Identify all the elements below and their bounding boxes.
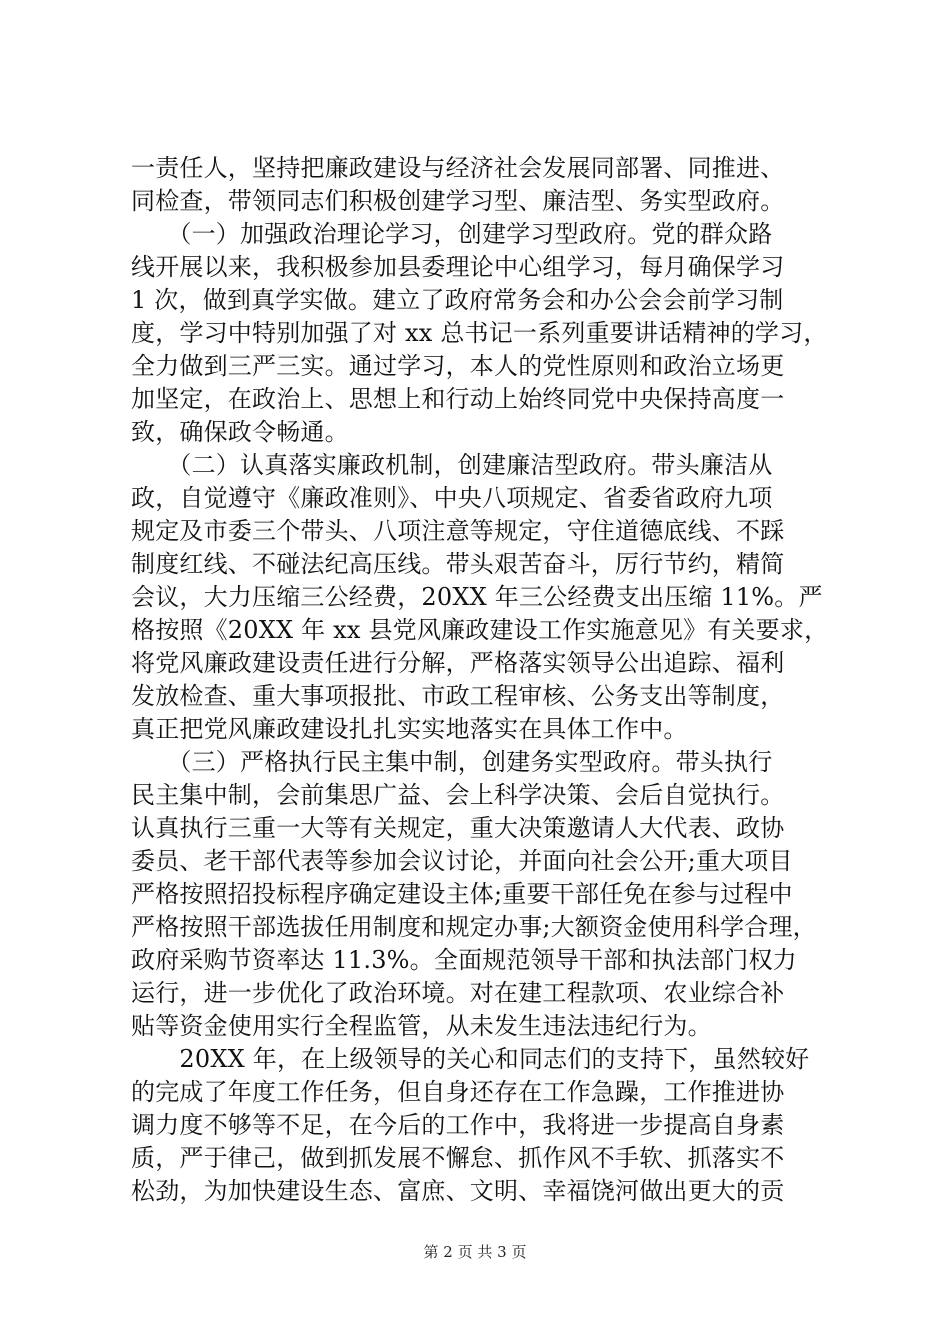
text-line: 质，严于律己，做到抓发展不懈怠、抓作风不手软、抓落实不 xyxy=(131,1144,785,1172)
text-line: 认真执行三重一大等有关规定，重大决策邀请人大代表、政协 xyxy=(131,814,785,842)
text-line: 致，确保政令畅通。 xyxy=(131,418,349,446)
text-line: 运行，进一步优化了政治环境。对在建工程款项、农业综合补 xyxy=(131,979,785,1007)
text-line: 民主集中制，会前集思广益、会上科学决策、会后自觉执行。 xyxy=(131,781,785,809)
text-line: 发放检查、重大事项报批、市政工程审核、公务支出等制度， xyxy=(131,682,785,710)
text-line: 贴等资金使用实行全程监管，从未发生违法违纪行为。 xyxy=(131,1012,712,1040)
text-line: 一责任人，坚持把廉政建设与经济社会发展同部署、同推进、 xyxy=(131,154,785,182)
text-line: 加坚定，在政治上、思想上和行动上始终同党中央保持高度一 xyxy=(131,385,785,413)
text-line: 委员、老干部代表等参加会议讨论，并面向社会公开;重大项目 xyxy=(131,847,793,875)
text-line: 会议，大力压缩三公经费，20XX 年三公经费支出压缩 11%。严 xyxy=(131,583,823,611)
text-line: 线开展以来，我积极参加县委理论中心组学习，每月确保学习 xyxy=(131,253,785,281)
text-line: 的完成了年度工作任务，但自身还存在工作急躁，工作推进协 xyxy=(131,1078,785,1106)
text-line: 度，学习中特别加强了对 xx 总书记一系列重要讲话精神的学习， xyxy=(131,319,828,347)
text-line: 格按照《20XX 年 xx 县党风廉政建设工作实施意见》有关要求， xyxy=(131,616,829,644)
text-line: 全力做到三严三实。通过学习，本人的党性原则和政治立场更 xyxy=(131,352,785,380)
page-footer: 第 2 页 共 3 页 xyxy=(423,1243,527,1261)
text-line: 1 次，做到真学实做。建立了政府常务会和办公会会前学习制 xyxy=(131,286,784,314)
text-line: 调力度不够等不足，在今后的工作中，我将进一步提高自身素 xyxy=(131,1111,785,1139)
document-body xyxy=(131,152,831,1208)
text-line: 20XX 年，在上级领导的关心和同志们的支持下，虽然较好 xyxy=(131,1045,810,1073)
text-line: 严格按照干部选拔任用制度和规定办事;大额资金使用科学合理， xyxy=(131,913,817,941)
text-line: 将党风廉政建设责任进行分解，严格落实领导公出追踪、福利 xyxy=(131,649,785,677)
text-line: （一）加强政治理论学习，创建学习型政府。党的群众路 xyxy=(131,220,773,248)
text-line: 真正把党风廉政建设扎扎实实地落实在具体工作中。 xyxy=(131,715,688,743)
text-line: 严格按照招投标程序确定建设主体;重要干部任免在参与过程中 xyxy=(131,880,793,908)
text-line: 同检查，带领同志们积极创建学习型、廉洁型、务实型政府。 xyxy=(131,187,785,215)
text-line: 规定及市委三个带头、八项注意等规定，守住道德底线、不踩 xyxy=(131,517,785,545)
text-line: （二）认真落实廉政机制，创建廉洁型政府。带头廉洁从 xyxy=(131,451,773,479)
text-line: （三）严格执行民主集中制，创建务实型政府。带头执行 xyxy=(131,748,773,776)
text-line: 政，自觉遵守《廉政准则》、中央八项规定、省委省政府九项 xyxy=(131,484,773,512)
text-line: 松劲，为加快建设生态、富庶、文明、幸福饶河做出更大的贡 xyxy=(131,1177,785,1205)
text-line: 制度红线、不碰法纪高压线。带头艰苦奋斗，厉行节约，精简 xyxy=(131,550,785,578)
text-line: 政府采购节资率达 11.3%。全面规范领导干部和执法部门权力 xyxy=(131,946,797,974)
